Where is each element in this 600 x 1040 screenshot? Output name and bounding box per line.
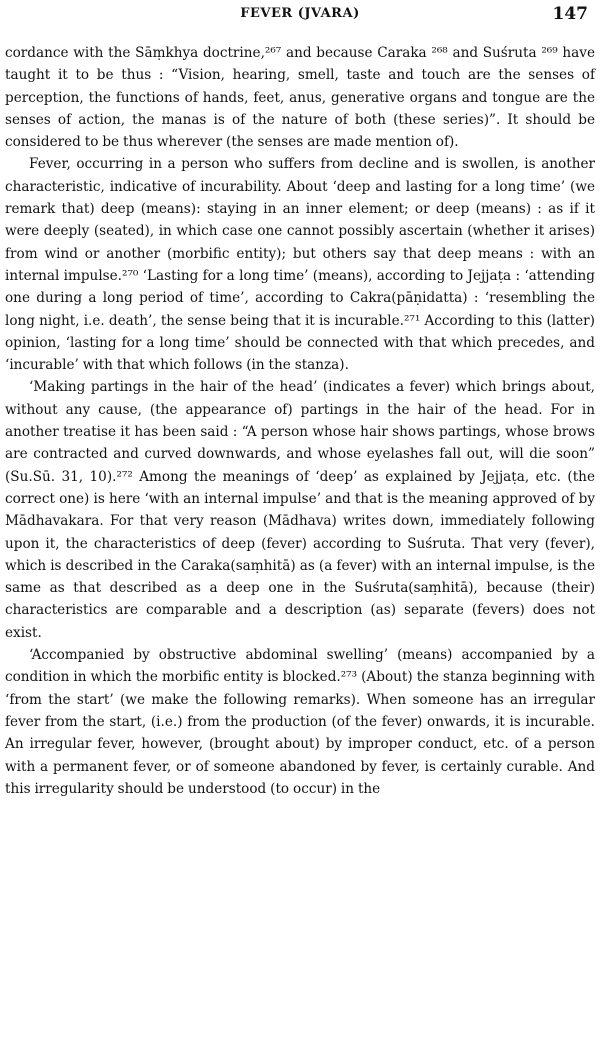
- paragraph-continued: cordance with the Sāṃkhya doctrine,²⁶⁷ and because Caraka ²⁶⁸ and Suśruta ²⁶⁹ have taught it to be thus : “Vision, hearing, smell, taste and touch are the senses of perception, the functions of hands, feet, anus, generative organs and tongue are the senses of action, the manas is of the nature of both (these series)”. It should be considered to be thus wherever (the senses are made mention of).: [5, 45, 595, 151]
- body-text: [5, 42, 595, 800]
- paragraph: ‘Accompanied by obstructive abdominal swelling’ (means) accompanied by a condition in which the morbific entity is blocked.²⁷³ (About) the stanza beginning with ‘from the start’ (we make the following remarks). When someone has an irregular fever from the start, (i.e.) from the production (of the fever) onwards, it is incurable. An irregular fever, however, (brought about) by improper conduct, etc. of a person with a permanent fever, or of someone abandoned by fever, is certainly curable. And this irregularity should be understood (to occur) in the: [5, 647, 595, 797]
- page-number: 147: [552, 4, 588, 24]
- paragraph: ‘Making partings in the hair of the head’ (indicates a fever) which brings about, without any cause, (the appearance of) partings in the hair of the head. For in another treatise it has been said : “A person whose hair shows partings, whose brows are contracted and curved downwards, and whose eyelashes fall out, will die soon” (Su.Sū. 31, 10).²⁷² Among the meanings of ‘deep’ as explained by Jejjaṭa, etc. (the correct one) is here ‘with an internal impulse’ and that is the meaning approved of by Mādhavakara. For that very reason (Mādhava) writes down, immediately following upon it, the characteristics of deep (fever) according to Suśruta. That very (fever), which is described in the Caraka(saṃhitā) as (a fever) with an internal impulse, is the same as that described as a deep one in the Suśruta(saṃhitā), because (their) characteristics are comparable and a description (as) separate (fevers) does not exist.: [5, 379, 595, 641]
- paragraph: Fever, occurring in a person who suffers from decline and is swollen, is another characteristic, indicative of incurability. About ‘deep and lasting for a long time’ (we remark that) deep (means): staying in an inner element; or deep (means) : as if it were deeply (seated), in which case one cannot possibly ascertain (whether it arises) from wind or another (morbific entity); but others say that deep means : with an internal impulse.²⁷⁰ ‘Lasting for a long time’ (means), according to Jejjaṭa : ‘attending one during a long period of time’, according to Cakra(pāṇidatta) : ‘resembling the long night, i.e. death’, the sense being that it is incurable.²⁷¹ According to this (latter) opinion, ‘lasting for a long time’ should be connected with that which precedes, and ‘incurable’ with that which follows (in the stanza).: [5, 156, 595, 374]
- page-header: [0, 4, 600, 28]
- running-head: FEVER (JVARA): [240, 6, 360, 21]
